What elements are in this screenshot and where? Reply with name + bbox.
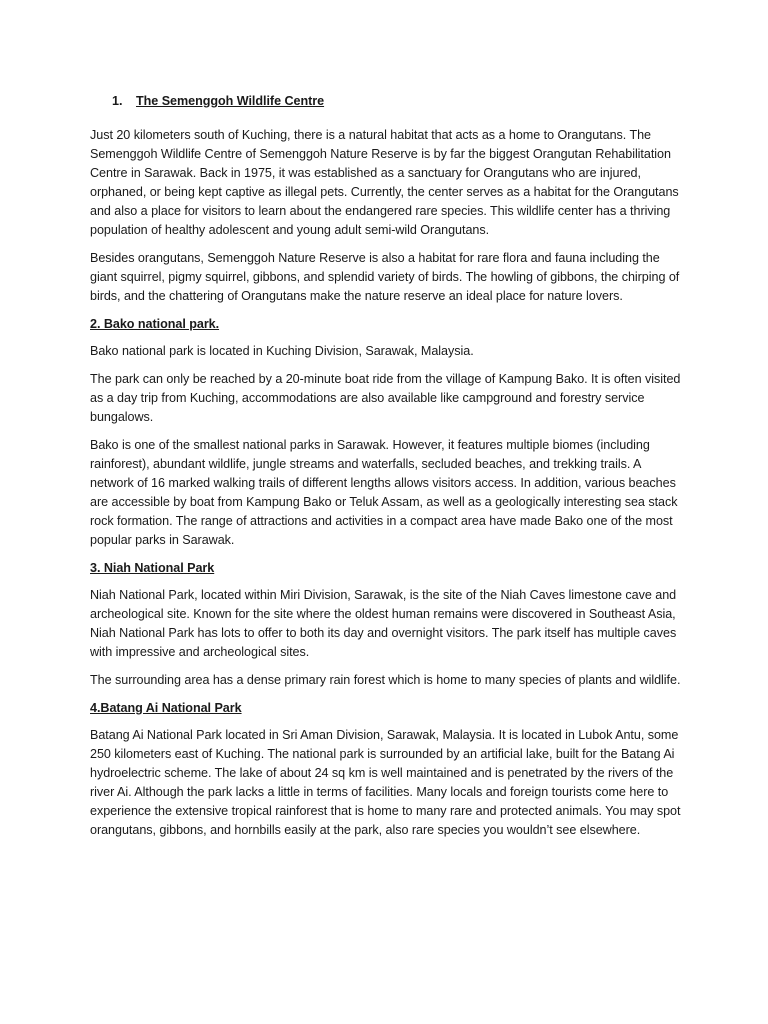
section-1-paragraph-2: Besides orangutans, Semenggoh Nature Reserve is also a habitat for rare flora and fauna including the giant squirrel, pigmy squirrel, gibbons, and splendid variety of birds. The howling of gibbons, the chirping of birds, and the chattering of Orangutans make the nature reserve an ideal place for nature lovers. <box>90 251 680 303</box>
section-2-paragraph-2: The park can only be reached by a 20-minute boat ride from the village of Kampung Bako. It is often visited as a day trip from Kuching, accommodations are also available like campground and forestry service bungalows. <box>90 372 681 424</box>
section-2-paragraph-1: Bako national park is located in Kuching Division, Sarawak, Malaysia. <box>90 344 474 358</box>
section-1-paragraph-1: Just 20 kilometers south of Kuching, there is a natural habitat that acts as a home to Orangutans. The Semenggoh Wildlife Centre of Semenggoh Nature Reserve is by far the biggest Orangutan Rehabilitation Centre in Sarawak. Back in 1975, it was established as a sanctuary for Orangutans who are injured, orphaned, or being kept captive as illegal pets. Currently, the center serves as a habitat for the Orangutans and also a place for visitors to learn about the endangered rare species. This wildlife center has a thriving population of healthy adolescent and young adult semi-wild Orangutans. <box>90 128 679 237</box>
section-4-paragraph-1: Batang Ai National Park located in Sri Aman Division, Sarawak, Malaysia. It is located in Lubok Antu, some 250 kilometers east of Kuching. The national park is surrounded by an artificial lake, built for the Batang Ai hydroelectric scheme. The lake of about 24 sq km is well maintained and is penetrated by the rivers of the river Ai. Although the park lacks a little in terms of facilities. Many locals and foreign tourists come here to experience the extensive tropical rainforest that is home to many rare and protected animals. You may spot orangutans, gibbons, and hornbills easily at the park, also rare species you wouldn’t see elsewhere. <box>90 728 681 837</box>
section-3-title: 3. Niah National Park <box>90 561 215 575</box>
section-2-title: 2. Bako national park. <box>90 317 220 331</box>
section-3-paragraph-1: Niah National Park, located within Miri Division, Sarawak, is the site of the Niah Caves limestone cave and archeological site. Known for the site where the oldest human remains were discovered in Southeast Asia, Niah National Park has lots to offer to both its day and overnight visitors. The park itself has multiple caves with impressive and archeological sites. <box>90 588 677 659</box>
section-1-title: The Semenggoh Wildlife Centre <box>136 94 325 108</box>
section-3-paragraph-2: The surrounding area has a dense primary rain forest which is home to many species of plants and wildlife. <box>90 673 681 687</box>
section-4-title: 4.Batang Ai National Park <box>90 701 242 715</box>
section-1-number: 1. <box>112 94 123 108</box>
section-1-heading <box>90 92 686 111</box>
section-2-paragraph-3: Bako is one of the smallest national parks in Sarawak. However, it features multiple biomes (including rainforest), abundant wildlife, jungle streams and waterfalls, secluded beaches, and trekking trails. A network of 16 marked walking trails of different lengths allows visitors access. In addition, various beaches are accessible by boat from Kampung Bako or Teluk Assam, as well as a geologically interesting sea stack rock formation. The range of attractions and activities in a compact area have made Bako one of the most popular parks in Sarawak. <box>90 438 678 547</box>
document-page <box>90 92 686 849</box>
